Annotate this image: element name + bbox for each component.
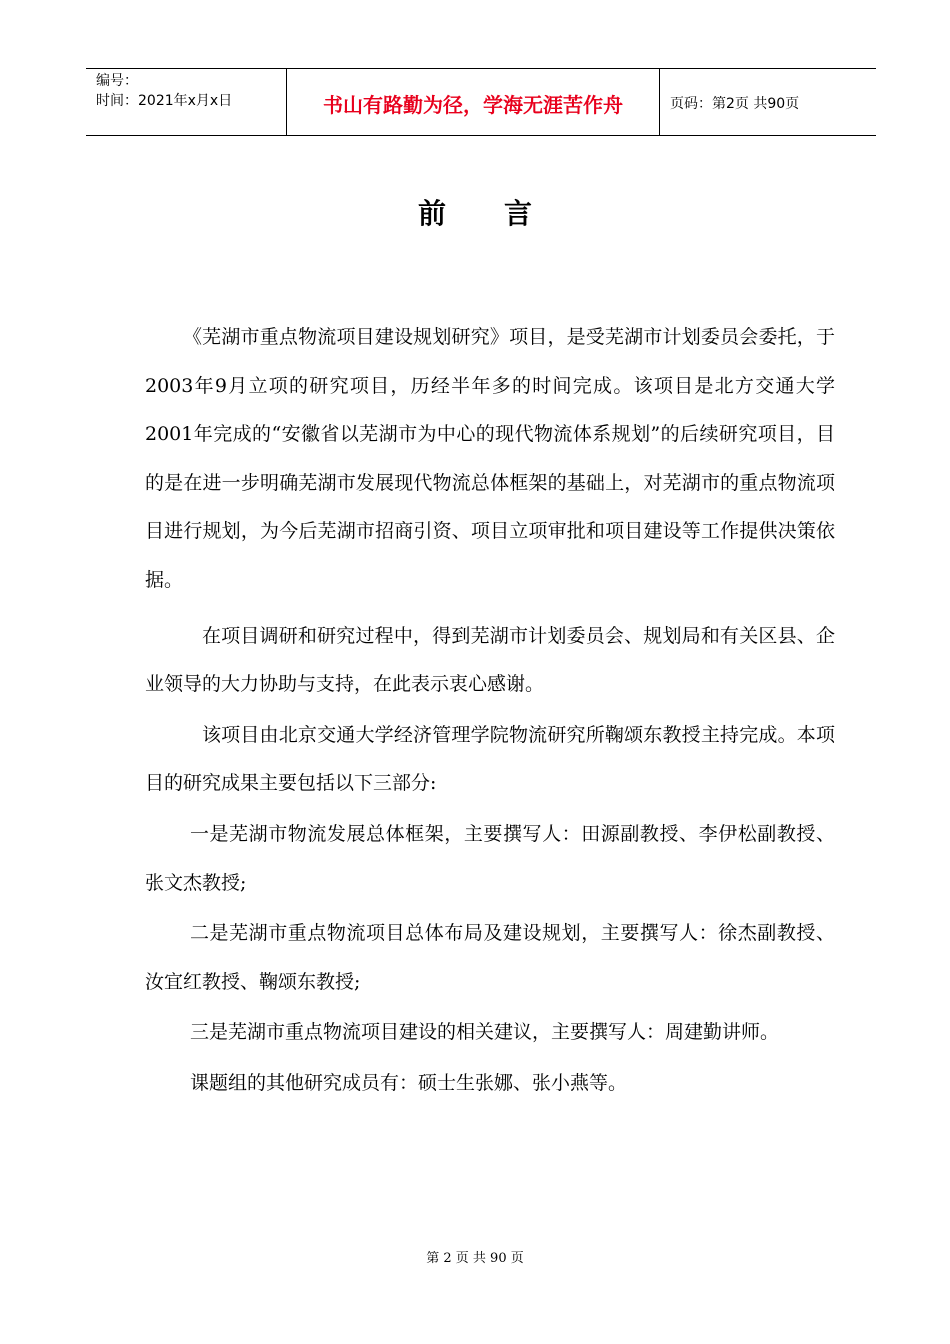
page-footer: 第 2 页 共 90 页: [426, 1251, 524, 1266]
paragraph-part-one: 一是芜湖市物流发展总体框架，主要撰写人：田源副教授、李伊松副教授、张文杰教授;: [145, 822, 835, 894]
paragraph-thanks: 在项目调研和研究过程中，得到芜湖市计划委员会、规划局和有关区县、企业领导的大力协助与支持，在此表示衷心感谢。: [145, 624, 835, 696]
header-page-code: 页码：第2页 共90页: [670, 96, 800, 112]
paragraph-part-three: 三是芜湖市重点物流项目建设的相关建议，主要撰写人：周建勤讲师。: [190, 1021, 780, 1044]
page-title: 前言: [417, 197, 590, 230]
document-number-label: 编号：: [96, 73, 138, 89]
header-table: [86, 68, 876, 136]
document-body: [145, 313, 835, 1108]
header-motto: 书山有路勤为径，学海无涯苦作舟: [287, 69, 660, 135]
paragraph-other-members: 课题组的其他研究成员有：硕士生张娜、张小燕等。: [190, 1071, 628, 1094]
header-meta-cell: [86, 69, 287, 135]
document-time-label: 时间：2021年x月x日: [96, 93, 233, 109]
paragraph-part-two: 二是芜湖市重点物流项目总体布局及建设规划，主要撰写人：徐杰副教授、汝宜红教授、鞠颂东教授;: [145, 922, 835, 993]
paragraph-intro: 《芜湖市重点物流项目建设规划研究》项目，是受芜湖市计划委员会委托，于2003年9月立项的研究项目，历经半年多的时间完成。该项目是北方交通大学2001年完成的“安徽省以芜湖市为中心的现代物流体系规划”的后续研究项目，目的是在进一步明确芜湖市发展现代物流总体框架的基础上，对芜湖市的重点物流项目进行规划，为今后芜湖市招商引资、项目立项审批和项目建设等工作提供决策依据。: [145, 326, 835, 591]
paragraph-project-lead: 该项目由北京交通大学经济管理学院物流研究所鞠颂东教授主持完成。本项目的研究成果主要包括以下三部分:: [145, 723, 835, 795]
